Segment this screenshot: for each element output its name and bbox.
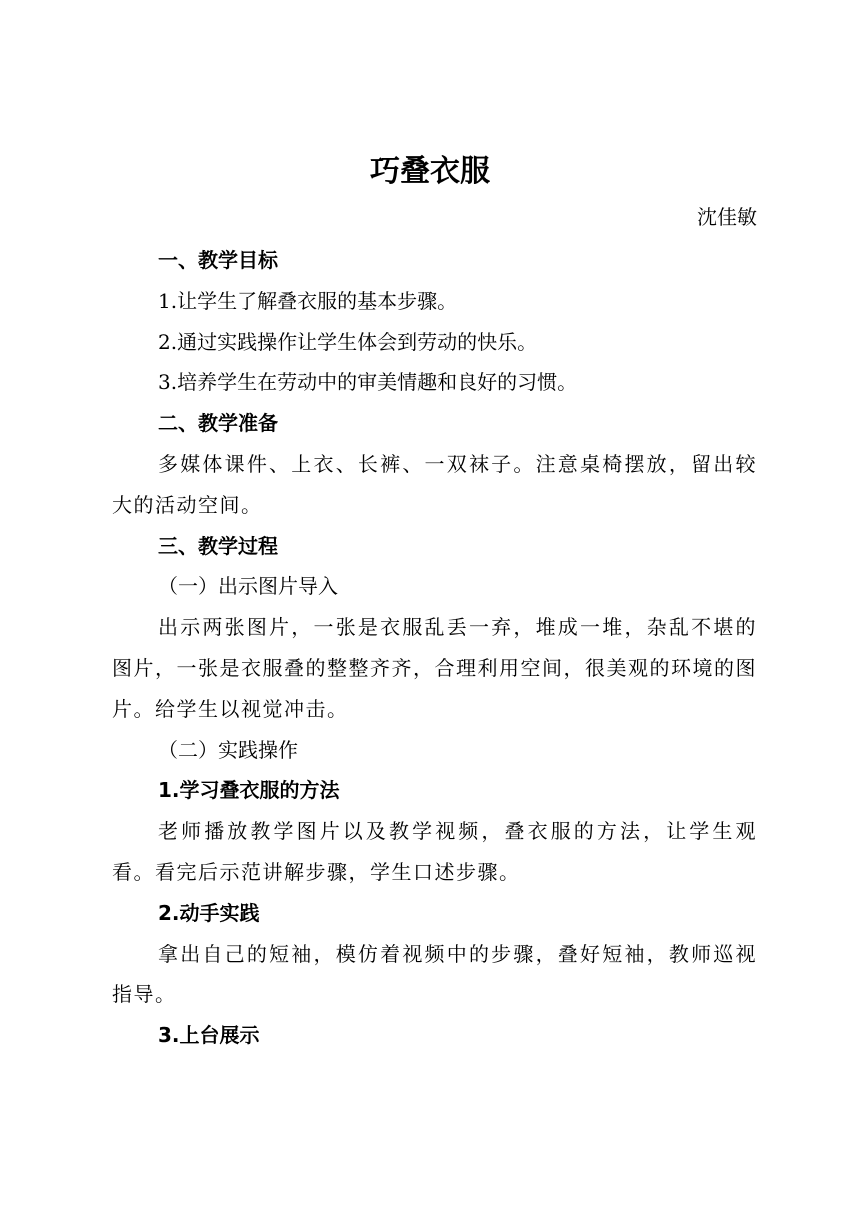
- document-body: [112, 240, 757, 1056]
- section-heading-preparation: 二、教学准备: [158, 411, 278, 436]
- step2-paragraph: 拿出自己的短袖，模仿着视频中的步骤，叠好短袖，教师巡视指导。: [112, 941, 757, 1007]
- objective-item-1: 1.让学生了解叠衣服的基本步骤。: [158, 288, 458, 313]
- process-part1-heading: （一）出示图片导入: [158, 574, 338, 599]
- section-heading-process: 三、教学过程: [158, 533, 278, 558]
- objective-item-2: 2.通过实践操作让学生体会到劳动的快乐。: [158, 329, 538, 354]
- process-part2-heading: （二）实践操作: [158, 737, 298, 762]
- section-heading-objectives: 一、教学目标: [158, 248, 278, 272]
- document-title: 巧叠衣服: [370, 154, 490, 189]
- process-part1-paragraph: 出示两张图片，一张是衣服乱丢一弃，堆成一堆，杂乱不堪的图片，一张是衣服叠的整整齐齐，合理利用空间，很美观的环境的图片。给学生以视觉冲击。: [112, 615, 757, 721]
- step3-heading: 3.上台展示: [158, 1023, 260, 1048]
- preparation-paragraph: 多媒体课件、上衣、长裤、一双袜子。注意桌椅摆放，留出较大的活动空间。: [112, 451, 757, 517]
- objective-item-3: 3.培养学生在劳动中的审美情趣和良好的习惯。: [158, 370, 578, 395]
- step1-heading: 1.学习叠衣服的方法: [158, 778, 340, 803]
- step1-paragraph: 老师播放教学图片以及教学视频，叠衣服的方法，让学生观看。看完后示范讲解步骤，学生口述步骤。: [112, 819, 757, 884]
- step2-heading: 2.动手实践: [158, 900, 260, 925]
- author-name: 沈佳敏: [697, 205, 757, 229]
